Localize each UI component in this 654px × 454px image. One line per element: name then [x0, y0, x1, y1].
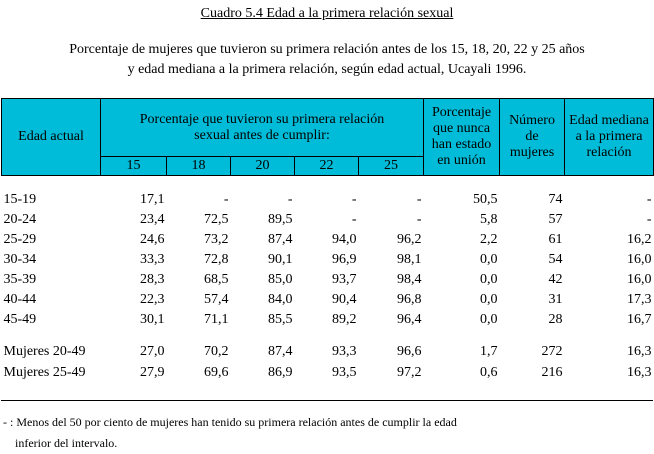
table-bottom-rule — [1, 400, 653, 401]
data-table — [1, 98, 654, 384]
cell-v22: 94,0 — [332, 232, 357, 247]
cell-v22: 89,2 — [332, 312, 357, 327]
cell-never: 5,8 — [480, 212, 498, 227]
cell-v15: 17,1 — [140, 192, 165, 207]
cell-median: - — [646, 212, 652, 227]
cell-v15: 27,9 — [140, 365, 165, 380]
cell-label: Mujeres 25-49 — [3, 365, 86, 380]
summary-row — [2, 342, 654, 362]
header-age-15: 15 — [101, 157, 167, 176]
cell-num: 42 — [548, 272, 563, 287]
cell-median: 16,3 — [627, 344, 652, 359]
cell-v18: 73,2 — [204, 232, 229, 247]
summary-row — [2, 362, 654, 384]
cell-label: 20-24 — [3, 212, 37, 227]
cell-v25: 96,6 — [397, 344, 422, 359]
cell-never: 0,0 — [480, 312, 498, 327]
cell-label: 25-29 — [3, 232, 37, 247]
cell-v18: 71,1 — [204, 312, 229, 327]
cell-v25: - — [416, 192, 422, 207]
cell-v15: 23,4 — [140, 212, 165, 227]
cell-v22: 93,5 — [332, 365, 357, 380]
table-subtitle — [0, 40, 654, 80]
cell-v22: 90,4 — [332, 292, 357, 307]
cell-v20: 86,9 — [268, 365, 293, 380]
cell-num: 57 — [548, 212, 563, 227]
table-row — [2, 190, 654, 210]
cell-median: 16,0 — [627, 272, 652, 287]
cell-num: 216 — [541, 365, 563, 380]
header-age-25: 25 — [359, 157, 424, 176]
cell-v18: 70,2 — [204, 344, 229, 359]
cell-v20: - — [287, 192, 293, 207]
cell-median: 16,2 — [627, 232, 652, 247]
cell-label: 30-34 — [3, 252, 37, 267]
cell-v18: 57,4 — [204, 292, 229, 307]
cell-never: 2,2 — [480, 232, 498, 247]
table-row — [2, 250, 654, 270]
cell-never: 0,0 — [480, 252, 498, 267]
cell-v22: 93,7 — [332, 272, 357, 287]
cell-v25: 96,2 — [397, 232, 422, 247]
cell-v18: 69,6 — [204, 365, 229, 380]
cell-label: 15-19 — [3, 192, 37, 207]
cell-v22: - — [351, 212, 357, 227]
cell-num: 74 — [548, 192, 563, 207]
cell-v22: - — [351, 192, 357, 207]
footnote-line-1: - : Menos del 50 por ciento de mujeres han tenido su primera relación antes de cumplir la edad — [3, 415, 457, 429]
cell-never: 1,7 — [480, 344, 498, 359]
cell-num: 272 — [541, 344, 563, 359]
footnote — [3, 412, 457, 454]
header-never-union: Porcentaje que nunca han estado en unión — [424, 99, 500, 176]
cell-never: 0,6 — [480, 365, 498, 380]
table-row — [2, 310, 654, 330]
cell-v18: - — [223, 192, 229, 207]
table-body — [2, 176, 654, 385]
subtitle-line-1: Porcentaje de mujeres que tuvieron su primera relación antes de los 15, 18, 20, 22 y 25 años — [69, 42, 585, 57]
header-num-mujeres: Número de mujeres — [500, 99, 565, 176]
header-pct-group: Porcentaje que tuvieron su primera relación sexual antes de cumplir: — [101, 99, 424, 157]
cell-v25: 97,2 — [397, 365, 422, 380]
header-edad-mediana: Edad mediana a la primera relación — [565, 99, 654, 176]
cell-v22: 93,3 — [332, 344, 357, 359]
cell-v15: 24,6 — [140, 232, 165, 247]
table-title: Cuadro 5.4 Edad a la primera relación sexual — [200, 6, 454, 21]
subtitle-line-2: y edad mediana a la primera relación, según edad actual, Ucayali 1996. — [127, 62, 527, 77]
cell-v15: 33,3 — [140, 252, 165, 267]
header-age-22: 22 — [295, 157, 359, 176]
cell-v20: 89,5 — [268, 212, 293, 227]
cell-never: 50,5 — [473, 192, 498, 207]
cell-median: 17,3 — [627, 292, 652, 307]
cell-never: 0,0 — [480, 272, 498, 287]
cell-median: 16,3 — [627, 365, 652, 380]
cell-v22: 96,9 — [332, 252, 357, 267]
header-age-18: 18 — [167, 157, 231, 176]
cell-v20: 90,1 — [268, 252, 293, 267]
cell-v25: 98,1 — [397, 252, 422, 267]
cell-v18: 72,8 — [204, 252, 229, 267]
cell-label: Mujeres 20-49 — [3, 344, 86, 359]
cell-v25: 96,8 — [397, 292, 422, 307]
cell-v20: 85,5 — [268, 312, 293, 327]
cell-v25: 96,4 — [397, 312, 422, 327]
cell-num: 31 — [548, 292, 563, 307]
cell-v15: 27,0 — [140, 344, 165, 359]
cell-v15: 30,1 — [140, 312, 165, 327]
table-row — [2, 270, 654, 290]
cell-v15: 28,3 — [140, 272, 165, 287]
cell-v20: 84,0 — [268, 292, 293, 307]
cell-v25: 98,4 — [397, 272, 422, 287]
cell-v20: 85,0 — [268, 272, 293, 287]
cell-v25: - — [416, 212, 422, 227]
cell-num: 61 — [548, 232, 563, 247]
table-row — [2, 210, 654, 230]
cell-num: 54 — [548, 252, 563, 267]
cell-num: 28 — [548, 312, 563, 327]
header-age-20: 20 — [231, 157, 295, 176]
cell-v20: 87,4 — [268, 232, 293, 247]
cell-v20: 87,4 — [268, 344, 293, 359]
cell-label: 35-39 — [3, 272, 37, 287]
cell-v15: 22,3 — [140, 292, 165, 307]
table-row — [2, 230, 654, 250]
footnote-line-2: inferior del intervalo. — [15, 436, 118, 450]
cell-median: - — [646, 192, 652, 207]
cell-never: 0,0 — [480, 292, 498, 307]
table-row — [2, 290, 654, 310]
cell-label: 40-44 — [3, 292, 37, 307]
cell-v18: 68,5 — [204, 272, 229, 287]
cell-label: 45-49 — [3, 312, 37, 327]
cell-v18: 72,5 — [204, 212, 229, 227]
header-edad-actual: Edad actual — [2, 99, 101, 176]
cell-median: 16,7 — [627, 312, 652, 327]
cell-median: 16,0 — [627, 252, 652, 267]
